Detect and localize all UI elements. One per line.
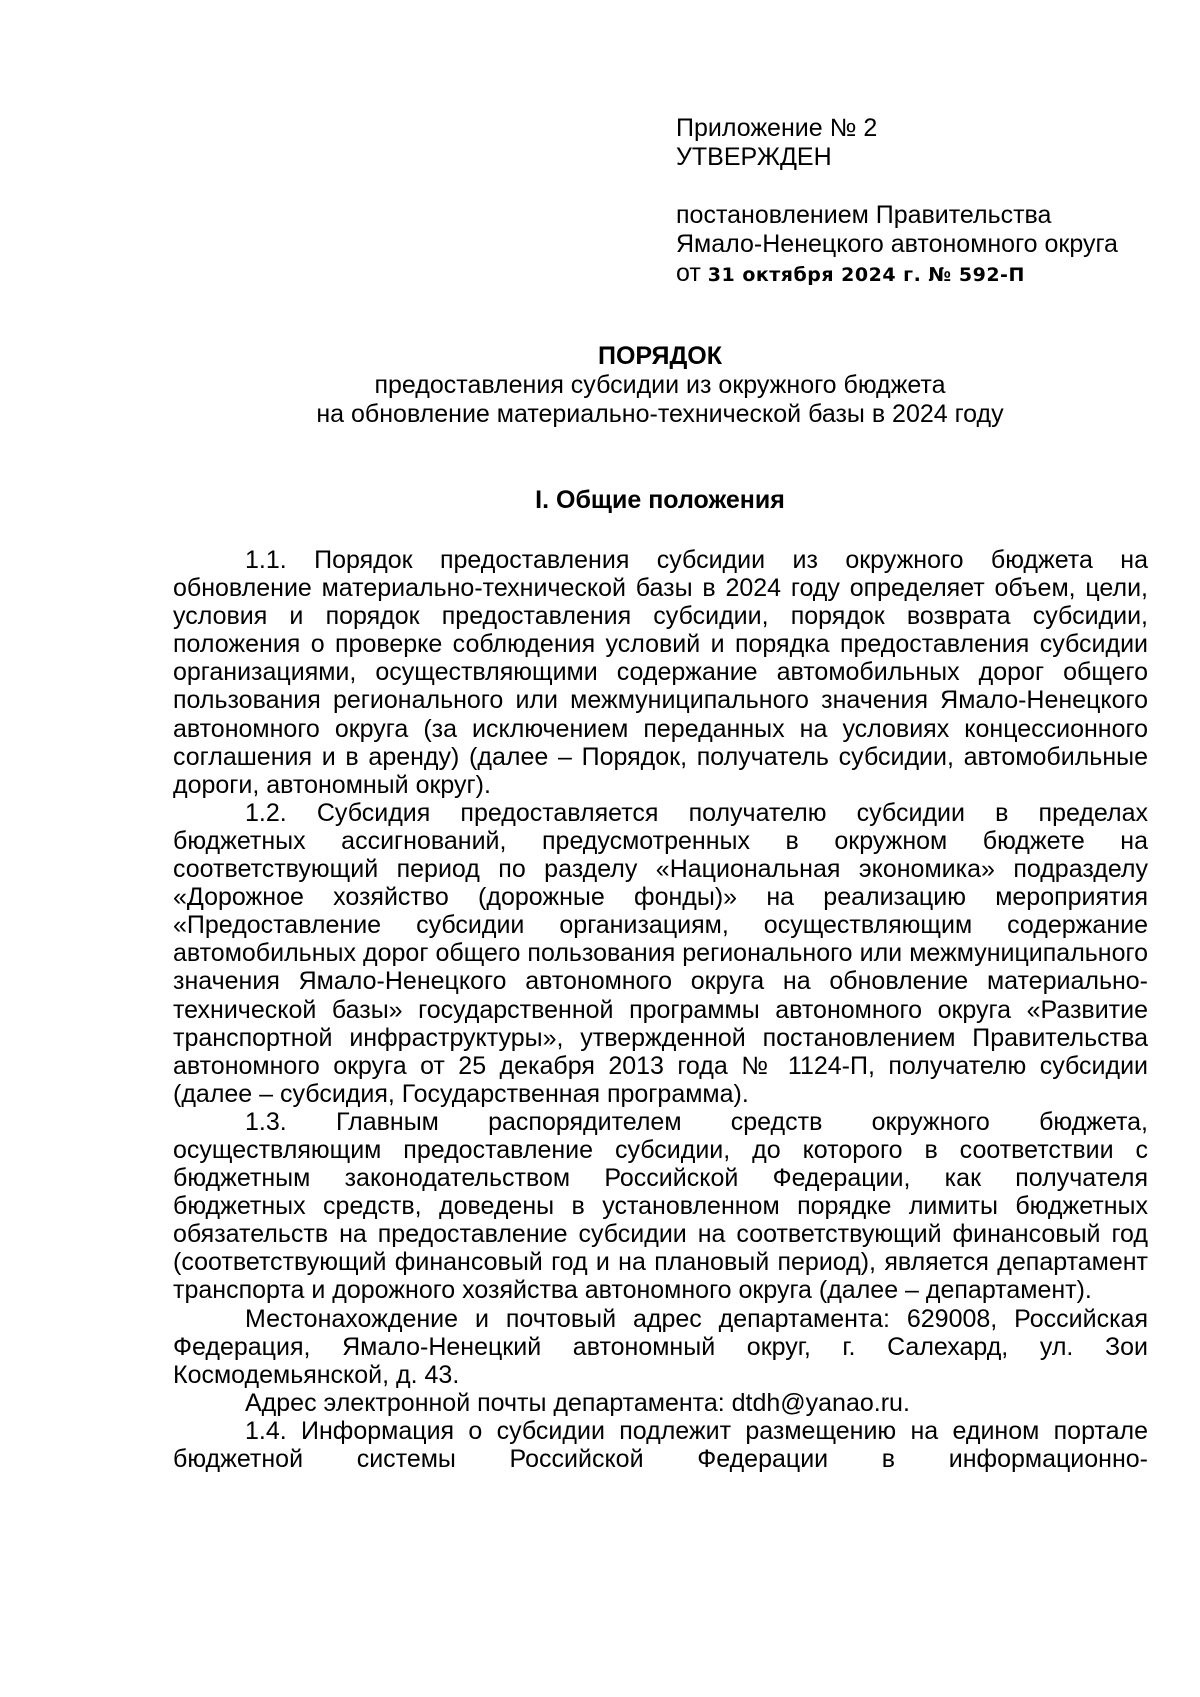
paragraph-1-3: 1.3. Главным распорядителем средств окружного бюджета, осуществляющим предоставление субсидии, до которого в соответствии с бюджетным законодательством Российской Федерации, как получателя бюджетных средств, доведены в установленном порядке лимиты бюджетных обязательств на предоставление субсидии на соответствующий финансовый год (соответствующий финансовый год и на плановый период), является департамент транспорта и дорожного хозяйства автономного округа (далее – департамент).: [173, 1107, 1148, 1305]
decree-line-1: постановлением Правительства: [676, 201, 1052, 229]
paragraph-email: Адрес электронной почты департамента: dtdh@yanao.ru.: [245, 1388, 910, 1417]
paragraph-1-2: 1.2. Субсидия предоставляется получателю субсидии в пределах бюджетных ассигнований, предусмотренных в окружном бюджете на соответствующий период по разделу «Национальная экономика» подразделу «Дорожное хозяйство (дорожные фонды)» на реализацию мероприятия «Предоставление субсидии организациям, осуществляющим содержание автомобильных дорог общего пользования регионального или межмуниципального значения Ямало-Ненецкого автономного округа на обновление материально-технической базы» государственной программы автономного округа «Развитие транспортной инфраструктуры», утвержденной постановлением Правительства автономного округа от 25 декабря 2013 года № 1124-П, получателю субсидии (далее – субсидия, Государственная программа).: [173, 798, 1148, 1108]
body-text: [173, 546, 1148, 1473]
section-heading: I. Общие положения: [535, 486, 785, 514]
approval-block: [676, 114, 1176, 290]
decree-date-prefix: от: [676, 259, 701, 287]
decree-date-value: 31 октября 2024 г. № 592-П: [707, 264, 1025, 286]
paragraph-1-1: 1.1. Порядок предоставления субсидии из окружного бюджета на обновление материально-технической базы в 2024 году определяет объем, цели, условия и порядок предоставления субсидии, порядок возврата субсидии, положения о проверке соблюдения условий и порядка предоставления субсидии организациями, осуществляющими содержание автомобильных дорог общего пользования регионального или межмуниципального значения Ямало-Ненецкого автономного округа (за исключением переданных на условиях концессионного соглашения и в аренду) (далее – Порядок, получатель субсидии, автомобильные дороги, автономный округ).: [173, 546, 1148, 799]
document-title-block: [180, 342, 1140, 429]
appendix-number: Приложение № 2: [676, 114, 878, 142]
document-title: ПОРЯДОК: [598, 342, 722, 370]
paragraph-1-4: 1.4. Информация о субсидии подлежит размещению на едином портале бюджетной системы Российской Федерации в информационно-: [173, 1416, 1148, 1473]
spacer: [676, 172, 1176, 201]
document-subtitle-line-2: на обновление материально-технической базы в 2024 году: [316, 400, 1004, 428]
decree-line-2: Ямало-Ненецкого автономного округа: [676, 230, 1118, 258]
decree-date-line: [676, 259, 1176, 290]
paragraph-address: Местонахождение и почтовый адрес департамента: 629008, Российская Федерация, Ямало-Ненецкий автономный округ, г. Салехард, ул. Зои Космодемьянской, д. 43.: [173, 1304, 1148, 1389]
document-subtitle-line-1: предоставления субсидии из окружного бюджета: [374, 371, 946, 399]
approved-stamp-text: УТВЕРЖДЕН: [676, 143, 832, 171]
